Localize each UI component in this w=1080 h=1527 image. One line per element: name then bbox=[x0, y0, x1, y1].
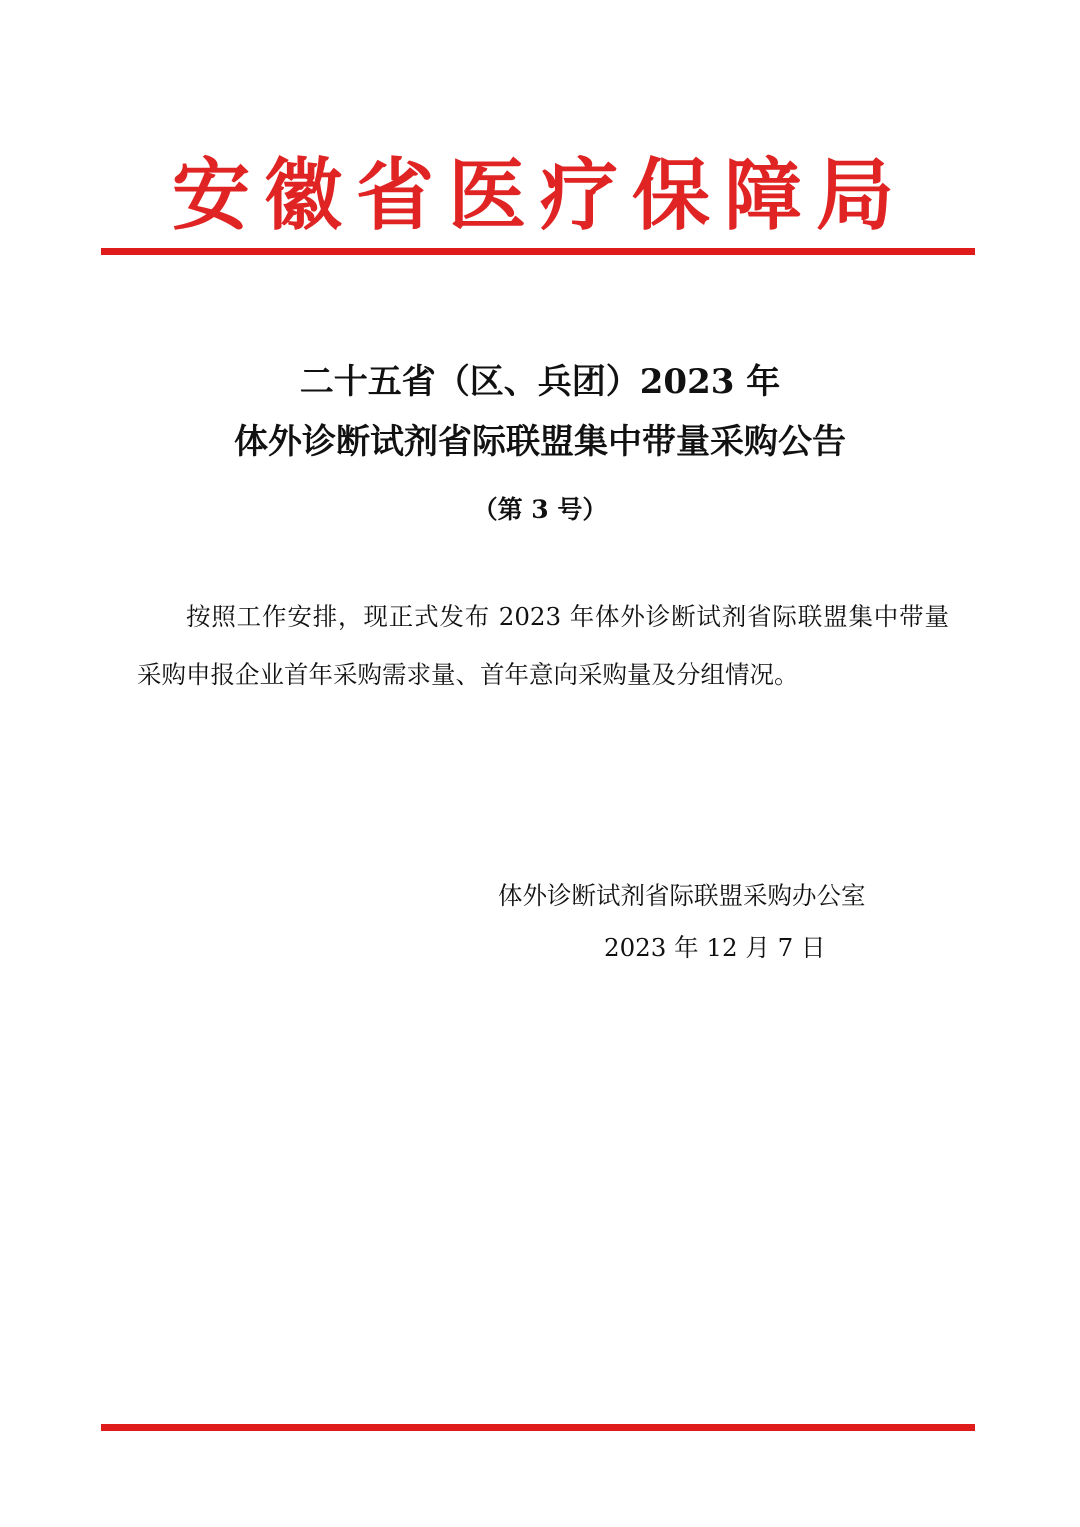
footer-red-rule bbox=[101, 1424, 975, 1431]
agency-letterhead-title: 安徽省医疗保障局 bbox=[171, 150, 908, 241]
signature-date: 2023 年 12 月 7 日 bbox=[604, 933, 826, 962]
document-title-line-2: 体外诊断试剂省际联盟集中带量采购公告 bbox=[234, 422, 846, 462]
letterhead-red-rule bbox=[101, 248, 975, 255]
document-number: （第 3 号） bbox=[472, 495, 608, 524]
signature-organization: 体外诊断试剂省际联盟采购办公室 bbox=[498, 881, 866, 910]
document-title-line-1: 二十五省（区、兵团）2023 年 bbox=[299, 362, 781, 402]
document-body-paragraph: 按照工作安排，现正式发布 2023 年体外诊断试剂省际联盟集中带量采购申报企业首年采购需求量、首年意向采购量及分组情况。 bbox=[137, 602, 949, 689]
